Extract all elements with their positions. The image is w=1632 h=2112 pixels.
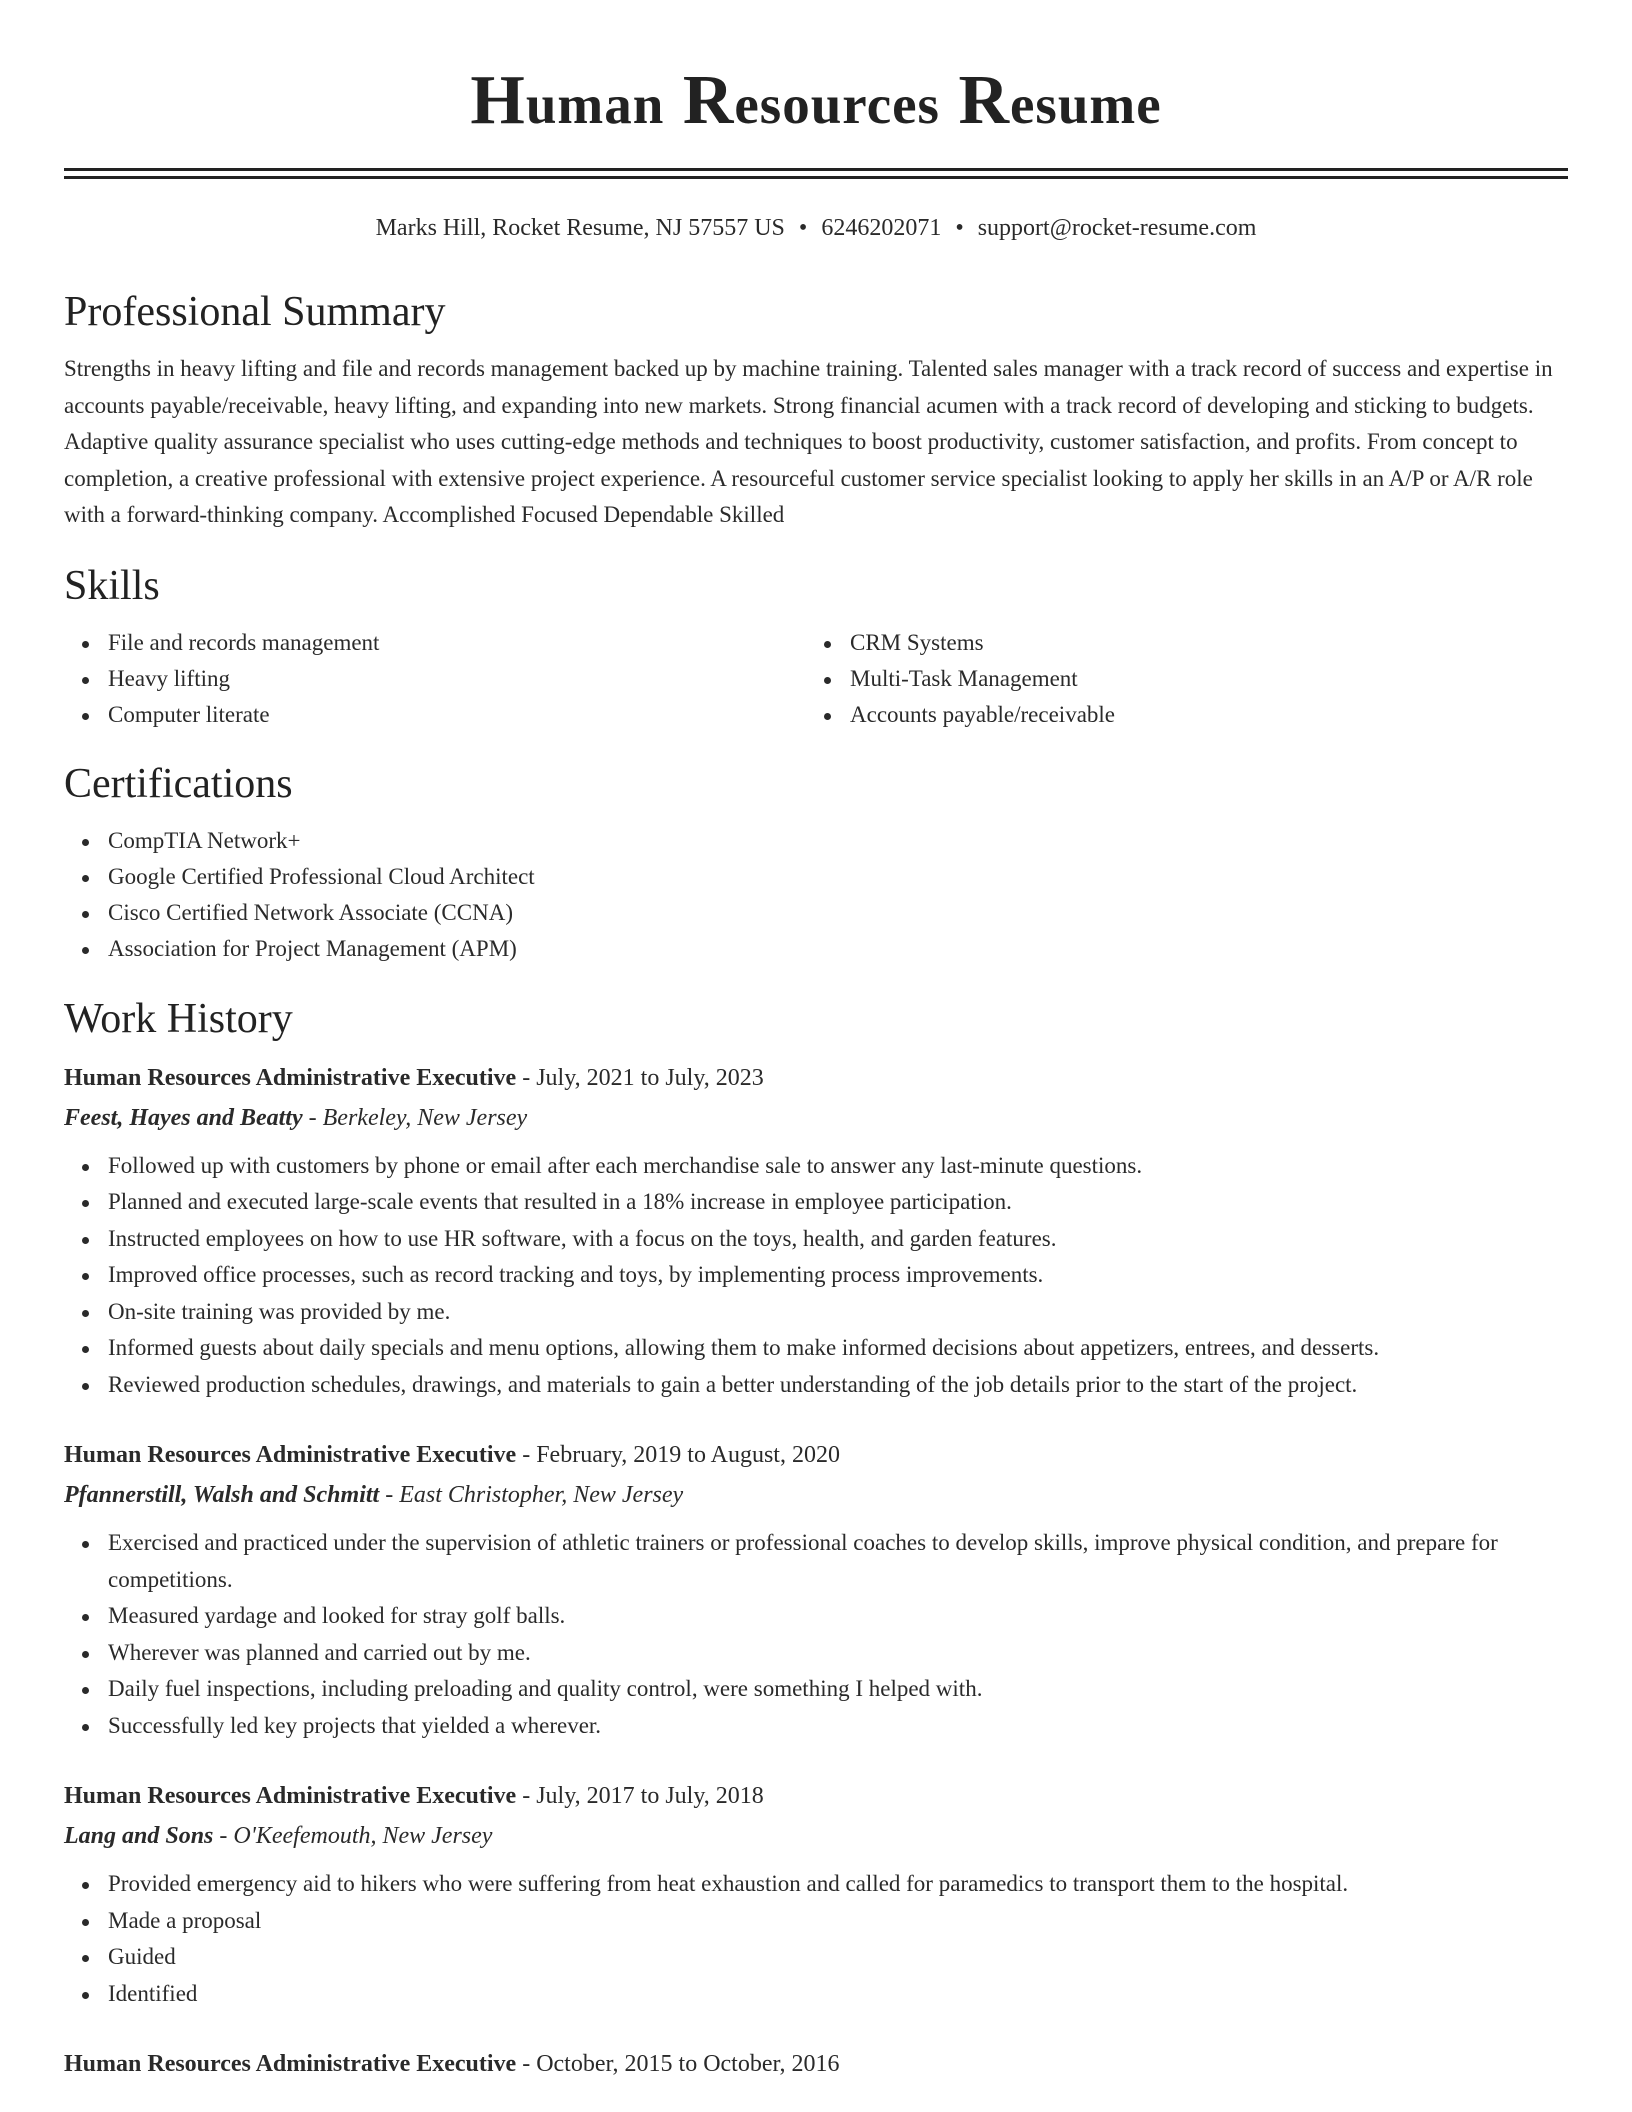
title-word: Human <box>470 62 665 139</box>
job-bullet: On-site training was provided by me. <box>64 1294 1568 1331</box>
skills-column-left <box>64 625 806 733</box>
job-bullet: Informed guests about daily specials and menu options, allowing them to make informed decisions about appetizers, entrees, and desserts. <box>64 1330 1568 1367</box>
skills-heading: Skills <box>64 562 160 609</box>
title-word: Resources <box>682 62 940 139</box>
title-word: Resume <box>958 62 1162 139</box>
title-rule-bottom <box>64 176 1568 179</box>
job-title-line <box>64 1058 1568 1098</box>
skills-columns <box>64 625 1568 733</box>
certifications-list <box>64 823 1568 967</box>
job-title-line <box>64 2044 1568 2084</box>
job-bullets <box>64 1866 1568 2012</box>
work-history-heading: Work History <box>64 995 293 1042</box>
skill-item: Accounts payable/receivable <box>806 697 1548 733</box>
job-company-line <box>64 1816 1568 1856</box>
skill-item: CRM Systems <box>806 625 1548 661</box>
job-bullet: Identified <box>64 1976 1568 2013</box>
page-title <box>64 0 1568 139</box>
job-company-line <box>64 1098 1568 1138</box>
job-location: - Berkeley, New Jersey <box>302 1104 528 1131</box>
contact-separator: • <box>955 215 964 241</box>
job-company: Pfannerstill, Walsh and Schmitt <box>64 1482 380 1508</box>
job-role: Human Resources Administrative Executive <box>64 2051 517 2077</box>
work-history-list <box>64 1058 1568 2085</box>
job-role: Human Resources Administrative Executive <box>64 1442 517 1468</box>
skills-list-right <box>806 625 1548 733</box>
certification-item: CompTIA Network+ <box>64 823 1568 859</box>
job-bullet: Successfully led key projects that yielded a wherever. <box>64 1708 1568 1745</box>
job-bullet: Wherever was planned and carried out by me. <box>64 1635 1568 1672</box>
skills-list-left <box>64 625 806 733</box>
job-dates: - July, 2021 to July, 2023 <box>516 1064 764 1091</box>
job-company: Feest, Hayes and Beatty <box>64 1104 303 1131</box>
job-bullet: Followed up with customers by phone or email after each merchandise sale to answer any last-minute questions. <box>64 1148 1568 1185</box>
contact-separator: • <box>798 215 808 241</box>
skill-item: Computer literate <box>64 697 806 733</box>
contact-email: support@rocket-resume.com <box>977 215 1257 241</box>
job-dates: - October, 2015 to October, 2016 <box>516 2051 840 2077</box>
job-bullet: Guided <box>64 1939 1568 1976</box>
job-bullet: Improved office processes, such as record tracking and toys, by implementing process improvements. <box>64 1257 1568 1294</box>
certification-item: Association for Project Management (APM) <box>64 931 1568 967</box>
job-title-line <box>64 1435 1568 1475</box>
skill-item: Heavy lifting <box>64 661 806 697</box>
job-bullet: Provided emergency aid to hikers who were suffering from heat exhaustion and called for paramedics to transport them to the hospital. <box>64 1866 1568 1903</box>
job-bullet: Daily fuel inspections, including preloading and quality control, were something I helped with. <box>64 1671 1568 1708</box>
job-bullets <box>64 1525 1568 1744</box>
skill-item: File and records management <box>64 625 806 661</box>
job-bullet: Exercised and practiced under the supervision of athletic trainers or professional coaches to develop skills, improve physical condition, and prepare for competitions. <box>64 1525 1568 1598</box>
certifications-heading: Certifications <box>64 760 293 807</box>
contact-line <box>64 213 1568 243</box>
resume-page <box>64 0 1568 2084</box>
job-entry <box>64 1058 1568 1404</box>
job-company-line <box>64 1475 1568 1515</box>
contact-phone: 6246202071 <box>821 215 942 241</box>
certification-item: Google Certified Professional Cloud Architect <box>64 859 1568 895</box>
job-location: - East Christopher, New Jersey <box>379 1482 684 1508</box>
summary-text: Strengths in heavy lifting and file and records management backed up by machine training. Talented sales manager with a track record of success and expertise in accounts payable/receivable, heavy lifting, and expanding into new markets. Strong financial acumen with a track record of developing and sticking to budgets. Adaptive quality assurance specialist who uses cutting-edge methods and techniques to boost productivity, customer satisfaction, and profits. From concept to completion, a creative professional with extensive project experience. A resourceful customer service specialist looking to apply her skills in an A/P or A/R role with a forward-thinking company. Accomplished Focused Dependable Skilled <box>64 356 1553 527</box>
skills-column-right <box>806 625 1548 733</box>
job-role: Human Resources Administrative Executive <box>64 1064 517 1091</box>
skill-item: Multi-Task Management <box>806 661 1548 697</box>
job-bullet: Made a proposal <box>64 1903 1568 1940</box>
job-bullet: Measured yardage and looked for stray golf balls. <box>64 1598 1568 1635</box>
job-entry <box>64 1776 1568 2012</box>
job-bullets <box>64 1148 1568 1404</box>
job-bullet: Instructed employees on how to use HR software, with a focus on the toys, health, and garden features. <box>64 1221 1568 1258</box>
job-dates: - July, 2017 to July, 2018 <box>516 1783 764 1809</box>
job-entry <box>64 1435 1568 1744</box>
job-company: Lang and Sons <box>64 1823 214 1849</box>
contact-address: Marks Hill, Rocket Resume, NJ 57557 US <box>375 215 785 241</box>
job-bullet: Reviewed production schedules, drawings, and materials to gain a better understanding of the job details prior to the start of the project. <box>64 1367 1568 1404</box>
job-location: - O'Keefemouth, New Jersey <box>213 1823 493 1849</box>
job-title-line <box>64 1776 1568 1816</box>
job-dates: - February, 2019 to August, 2020 <box>516 1442 840 1468</box>
certification-item: Cisco Certified Network Associate (CCNA) <box>64 895 1568 931</box>
job-entry <box>64 2044 1568 2084</box>
job-role: Human Resources Administrative Executive <box>64 1783 517 1809</box>
summary-heading: Professional Summary <box>64 289 446 335</box>
job-bullet: Planned and executed large-scale events that resulted in a 18% increase in employee participation. <box>64 1184 1568 1221</box>
title-rule-top <box>64 168 1568 171</box>
